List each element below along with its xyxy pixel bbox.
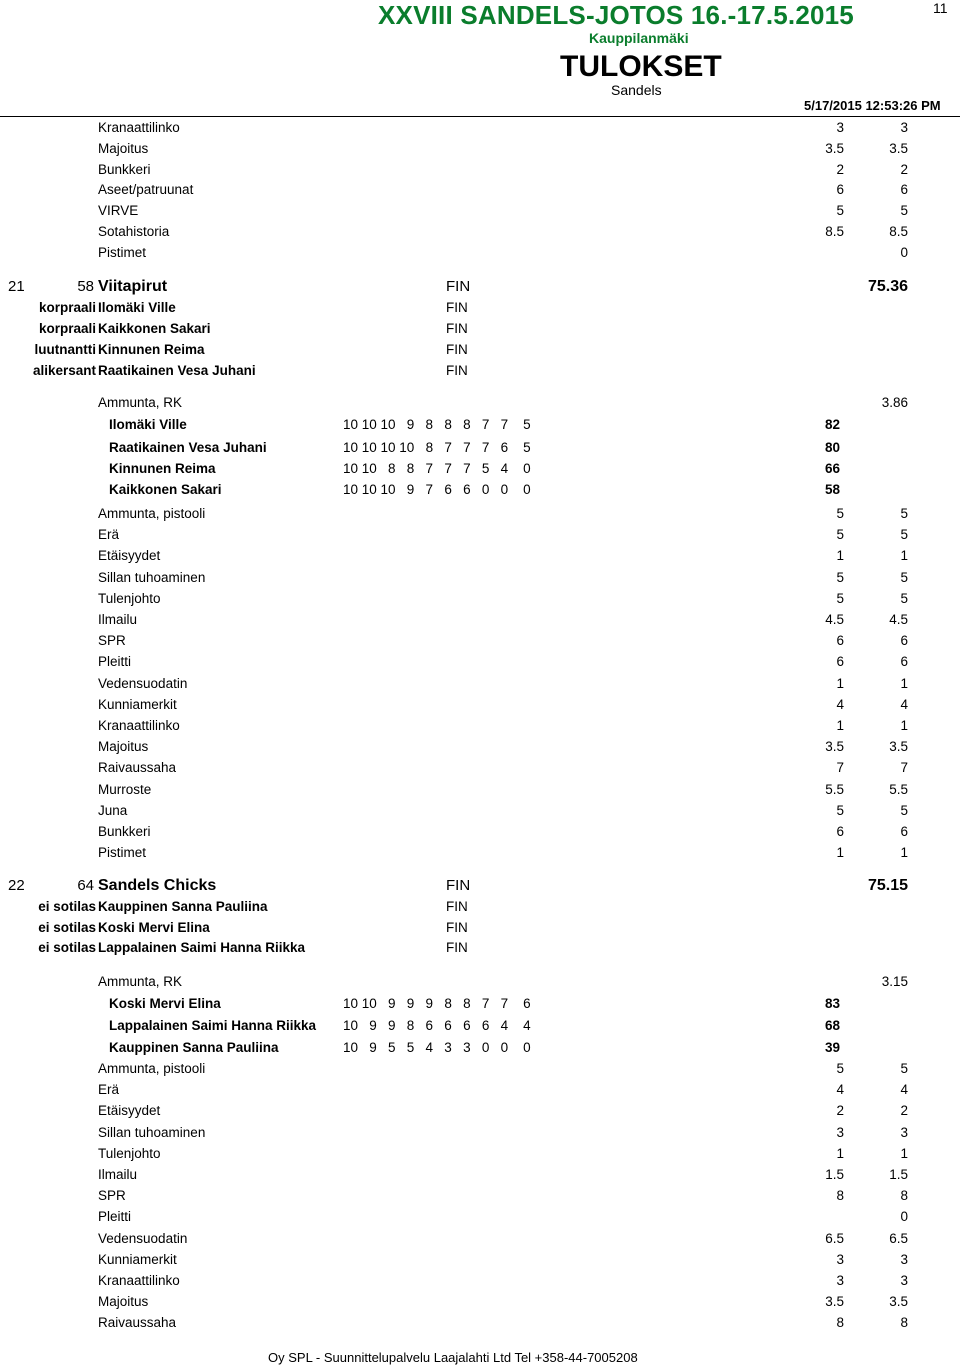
team-country: FIN [446,278,471,295]
score-row-points: 4.5 [889,612,908,627]
score-row [0,1101,960,1121]
score-row-value: 3.5 [825,140,844,156]
score-row-points: 6 [900,824,908,839]
score-row-value: 8.5 [825,224,844,239]
score-row-points: 1 [900,845,908,861]
rk-label: Ammunta, RK [98,395,183,410]
score-row-value: 3 [836,1273,844,1288]
team-number: 58 [77,278,94,295]
score-row [0,243,960,263]
score-row [0,201,960,221]
shooter-total: 82 [824,417,840,432]
member-country: FIN [446,899,468,914]
score-row [0,780,960,800]
score-row-points: 2 [900,161,908,177]
score-row-value: 1 [836,675,844,691]
score-row-points: 6 [900,654,908,670]
shooter-name: Ilomäki Ville [109,417,187,432]
team-total: 75.36 [867,278,908,295]
event-title: XXVIII SANDELS-JOTOS 16.-17.5.2015 [378,0,854,30]
score-row-points: 4 [900,1082,908,1098]
score-row-points: 5 [900,569,908,585]
member-name: Kaikkonen Sakari [98,321,211,336]
print-datetime: 5/17/2015 12:53:26 PM [804,98,941,113]
score-row-label: Erä [98,527,120,543]
shooter-shots: 10 9 5 5 4 3 3 0 0 0 [343,1040,531,1055]
score-row-points: 5 [900,203,908,219]
rk-header-row [0,393,960,413]
score-row-value: 6 [836,654,844,670]
score-row-points: 8.5 [889,224,908,239]
shooter-name: Koski Mervi Elina [109,996,221,1011]
score-row-value: 2 [836,1103,844,1119]
score-row-points: 5 [900,506,908,521]
score-row-label: Ilmailu [98,612,138,627]
score-row-points: 3 [900,1124,908,1140]
score-row-value: 6 [836,824,844,839]
score-row [0,610,960,630]
score-row-points: 1 [900,675,908,691]
score-row [0,631,960,651]
score-row-points: 8 [900,1315,908,1331]
score-row [0,180,960,200]
score-row-label: Majoitus [98,140,149,156]
score-row-label: Sillan tuhoaminen [98,1124,206,1140]
team-name: Sandels Chicks [98,877,217,894]
score-row-label: Tulenjohto [98,590,161,606]
member-name: Kinnunen Reima [98,342,205,357]
rk-label: Ammunta, RK [98,974,183,989]
member-country: FIN [446,363,468,378]
score-row-value: 6 [836,182,844,198]
score-row [0,1186,960,1206]
score-row-value: 5 [836,203,844,219]
member-row [0,918,960,938]
score-row-points: 3 [900,1251,908,1267]
score-row-points: 5 [900,527,908,543]
score-row-value: 6.5 [825,1230,844,1246]
score-row-value: 7 [836,760,844,776]
member-row [0,298,960,318]
score-row-points: 5 [900,802,908,818]
team-row [0,277,960,297]
score-row [0,822,960,842]
score-row-value: 3 [836,1251,844,1267]
shooter-shots: 10 10 10 10 8 7 7 7 6 5 [343,440,531,455]
score-row-points: 3.5 [889,1294,908,1310]
score-row [0,1207,960,1227]
score-row [0,589,960,609]
score-row-label: Kunniamerkit [98,1251,177,1267]
score-row-label: Ammunta, pistooli [98,506,206,521]
score-row-label: Kunniamerkit [98,696,177,712]
score-row [0,1313,960,1333]
score-row [0,1229,960,1249]
score-row [0,695,960,715]
score-row-label: Murroste [98,781,152,797]
team-rank: 22 [8,877,25,894]
score-row-label: Vedensuodatin [98,1230,188,1246]
shooter-total: 39 [824,1040,840,1055]
score-row-label: Pleitti [98,1209,132,1225]
shooter-row [0,459,960,479]
score-row-points: 3.5 [889,140,908,156]
score-row-value: 6 [836,633,844,649]
score-row-label: Etäisyydet [98,548,161,564]
shooter-total: 83 [824,996,840,1011]
team-total: 75.15 [867,877,908,894]
score-row-label: Kranaattilinko [98,718,180,733]
score-row-value: 4.5 [825,612,844,627]
member-rank: korpraali [38,321,96,336]
score-row-points: 5 [900,1061,908,1076]
score-row-value: 5.5 [825,781,844,797]
shooter-total: 68 [824,1018,840,1033]
member-country: FIN [446,300,468,315]
score-row-points: 3 [900,120,908,135]
score-row [0,1123,960,1143]
score-row [0,1144,960,1164]
score-row [0,525,960,545]
score-row-label: Ammunta, pistooli [98,1061,206,1076]
score-row-points: 2 [900,1103,908,1119]
score-row-label: Majoitus [98,1294,149,1310]
score-row-label: Aseet/patruunat [98,182,194,198]
member-name: Raatikainen Vesa Juhani [98,363,256,378]
score-row-label: Juna [98,802,128,818]
shooter-row [0,415,960,435]
score-row [0,504,960,524]
team-number: 64 [77,877,94,894]
score-row-value: 3 [836,1124,844,1140]
shooter-total: 80 [824,440,840,455]
score-row-value: 5 [836,1061,844,1076]
score-row-points: 5.5 [889,781,908,797]
score-row-points: 0 [900,1209,908,1225]
score-row [0,222,960,242]
shooter-name: Kinnunen Reima [109,461,216,476]
score-row [0,674,960,694]
team-name: Viitapirut [98,278,168,295]
score-row-label: Ilmailu [98,1167,138,1182]
score-row-points: 4 [900,696,908,712]
shooter-total: 58 [824,482,840,497]
shooter-shots: 10 9 9 8 6 6 6 6 4 4 [343,1018,531,1033]
member-row [0,319,960,339]
score-row [0,546,960,566]
score-row [0,801,960,821]
score-row-label: Sotahistoria [98,224,170,239]
shooter-total: 66 [824,461,840,476]
score-row [0,1271,960,1291]
score-row-points: 7 [900,760,908,776]
score-row-value: 2 [836,161,844,177]
team-country: FIN [446,877,471,894]
score-row-value: 4 [836,696,844,712]
score-row-points: 6.5 [889,1230,908,1246]
member-rank: ei sotilas [38,899,96,914]
member-country: FIN [446,342,468,357]
score-row-label: Vedensuodatin [98,675,188,691]
score-row [0,160,960,180]
score-row-label: Etäisyydet [98,1103,161,1119]
score-row-points: 8 [900,1188,908,1204]
shooter-row [0,438,960,458]
score-row-label: Erä [98,1082,120,1098]
shooter-row [0,1016,960,1036]
score-row-label: Sillan tuhoaminen [98,569,206,585]
team-row [0,876,960,896]
score-row-value: 1 [836,548,844,564]
page-number: 11 [933,0,948,16]
score-row-value: 1 [836,845,844,861]
shooter-name: Raatikainen Vesa Juhani [109,440,267,455]
score-row-value: 5 [836,569,844,585]
score-row-value: 3.5 [825,1294,844,1310]
series-name: Sandels [611,82,662,98]
score-row [0,716,960,736]
score-row-value: 3.5 [825,739,844,755]
member-name: Lappalainen Saimi Hanna Riikka [98,940,306,955]
score-row-points: 1 [900,718,908,733]
score-row-value: 8 [836,1315,844,1331]
shooter-name: Kauppinen Sanna Pauliina [109,1040,279,1055]
member-rank: alikersant [32,363,96,378]
score-row-value: 1 [836,1145,844,1161]
footer-text: Oy SPL - Suunnittelupalvelu Laajalahti Ltd Tel +358-44-7005208 [268,1350,638,1365]
score-row [0,737,960,757]
score-row-label: Pistimet [98,244,147,260]
score-row [0,118,960,138]
score-row-label: Tulenjohto [98,1145,161,1161]
score-row-points: 1.5 [889,1167,908,1182]
score-row-points: 3.5 [889,739,908,755]
score-row [0,1292,960,1312]
score-row-label: Kranaattilinko [98,1273,180,1288]
member-name: Koski Mervi Elina [98,920,210,935]
score-row [0,758,960,778]
score-row-label: Bunkkeri [98,161,151,177]
member-country: FIN [446,920,468,935]
score-row [0,568,960,588]
score-row-points: 3 [900,1273,908,1288]
member-rank: ei sotilas [38,940,96,955]
score-row-value: 3 [836,120,844,135]
member-row [0,897,960,917]
score-row-value: 1 [836,718,844,733]
member-row [0,340,960,360]
rk-header-row [0,972,960,992]
score-row-points: 6 [900,182,908,198]
score-row [0,1250,960,1270]
score-row-label: Kranaattilinko [98,120,180,135]
member-country: FIN [446,321,468,336]
score-row-label: Pistimet [98,845,147,861]
score-row [0,843,960,863]
score-row-label: VIRVE [98,203,139,219]
shooter-shots: 10 10 8 8 7 7 7 5 4 0 [343,461,531,476]
shooter-name: Lappalainen Saimi Hanna Riikka [109,1018,317,1033]
score-row-value: 5 [836,527,844,543]
shooter-shots: 10 10 9 9 9 8 8 7 7 6 [343,996,531,1011]
shooter-row [0,480,960,500]
member-row [0,938,960,958]
member-rank: luutnantti [34,342,96,357]
member-name: Kauppinen Sanna Pauliina [98,899,268,914]
score-row-value: 1.5 [825,1167,844,1182]
score-row-points: 1 [900,548,908,564]
score-row-points: 5 [900,590,908,606]
shooter-name: Kaikkonen Sakari [109,482,222,497]
score-row [0,652,960,672]
score-row-label: Bunkkeri [98,824,151,839]
score-row-label: SPR [98,633,126,649]
score-row-value: 8 [836,1188,844,1204]
score-row-label: SPR [98,1188,126,1204]
shooter-shots: 10 10 10 9 8 8 8 7 7 5 [343,417,531,432]
shooter-shots: 10 10 10 9 7 6 6 0 0 0 [343,482,531,497]
member-row [0,361,960,381]
results-heading: TULOKSET [560,50,722,83]
member-name: Ilomäki Ville [98,300,176,315]
rk-value: 3.86 [881,395,908,410]
score-row-label: Raivaussaha [98,1315,177,1331]
score-row-value: 5 [836,506,844,521]
score-row-points: 0 [900,244,908,260]
score-row [0,1165,960,1185]
score-row-value: 4 [836,1082,844,1098]
rk-value: 3.15 [881,974,908,989]
score-row-value: 5 [836,590,844,606]
score-row-points: 1 [900,1145,908,1161]
score-row-label: Raivaussaha [98,760,177,776]
shooter-row [0,994,960,1014]
member-rank: korpraali [38,300,96,315]
member-rank: ei sotilas [38,920,96,935]
score-row-label: Pleitti [98,654,132,670]
event-location: Kauppilanmäki [589,30,689,46]
score-row-label: Majoitus [98,739,149,755]
member-country: FIN [446,940,468,955]
score-row [0,139,960,159]
score-row [0,1059,960,1079]
score-row [0,1080,960,1100]
team-rank: 21 [8,278,25,295]
score-row-points: 6 [900,633,908,649]
header-divider [0,116,960,117]
score-row-value: 5 [836,802,844,818]
shooter-row [0,1038,960,1058]
